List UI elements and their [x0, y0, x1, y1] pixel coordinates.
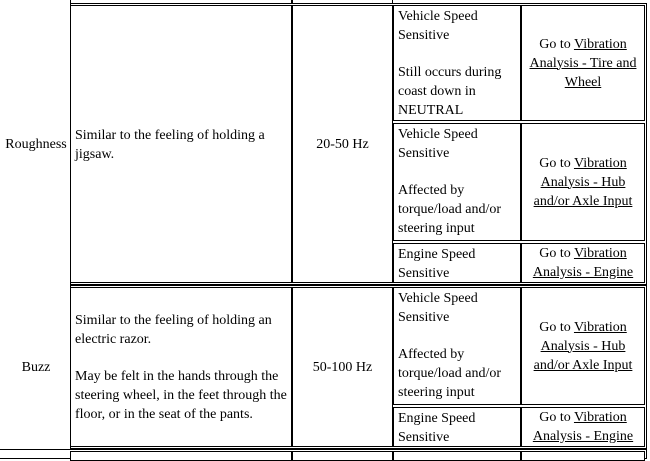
buzz-source-1-sensitivity-cell	[393, 287, 521, 405]
buzz-description-text-2: May be felt in the hands through the steering wheel, in the feet through the floor, or in the seat of the pants.	[75, 369, 287, 422]
roughness-description-text: Similar to the feeling of holding a jigsaw.	[75, 127, 265, 162]
buzz-vibration-analysis-engine-link[interactable]: Vibration Analysis - Engine	[532, 410, 634, 444]
next-row-description-cell	[70, 451, 292, 461]
roughness-source-3-sensitivity: Engine Speed Sensitive	[398, 247, 476, 281]
buzz-vibration-analysis-hub-axle-input-link[interactable]: Vibration Analysis - Hub and/or Axle Input	[533, 319, 633, 373]
buzz-source-2-sensitivity-cell	[393, 407, 521, 447]
buzz-source-2-action-prefix: Go to	[539, 410, 571, 425]
roughness-source-2-note: Affected by torque/load and/or steering input	[398, 183, 502, 236]
roughness-source-1-note: Still occurs during coast down in NEUTRAL	[398, 65, 502, 118]
vibration-analysis-engine-link[interactable]: Vibration Analysis - Engine	[532, 246, 634, 280]
roughness-description	[71, 5, 291, 283]
buzz-source-1-note: Affected by torque/load and/or steering input	[398, 347, 502, 400]
buzz-condition-label: Buzz	[21, 359, 51, 375]
buzz-source-1-action-cell	[521, 287, 645, 405]
roughness-source-1-sensitivity: Vehicle Speed Sensitive	[398, 9, 478, 43]
roughness-source-1-action-prefix: Go to	[539, 36, 571, 52]
next-row-frequency-cell	[292, 451, 393, 461]
roughness-source-3-action-cell	[521, 243, 645, 283]
roughness-source-3-action-prefix: Go to	[539, 246, 571, 261]
roughness-source-1-action-cell	[521, 5, 645, 121]
roughness-source-2-action-cell	[521, 123, 645, 241]
buzz-frequency: 50-100 Hz	[312, 359, 373, 375]
vibration-analysis-tire-and-wheel-link[interactable]: Vibration Analysis - Tire and Wheel	[529, 36, 637, 90]
roughness-source-3-sensitivity-cell	[393, 243, 521, 283]
next-row-sensitivity-cell	[393, 451, 521, 461]
roughness-source-2-action-prefix: Go to	[539, 155, 571, 171]
roughness-frequency: 20-50 Hz	[316, 136, 369, 152]
roughness-source-2-sensitivity: Vehicle Speed Sensitive	[398, 127, 478, 161]
vibration-analysis-hub-axle-input-link[interactable]: Vibration Analysis - Hub and/or Axle Input	[533, 155, 633, 209]
buzz-source-2-action-cell	[521, 407, 645, 447]
next-row-action-cell	[521, 451, 645, 461]
roughness-source-2-sensitivity-cell	[393, 123, 521, 241]
buzz-source-1-sensitivity: Vehicle Speed Sensitive	[398, 291, 478, 325]
buzz-source-2-sensitivity: Engine Speed Sensitive	[398, 411, 476, 445]
buzz-source-1-action-prefix: Go to	[539, 319, 571, 335]
buzz-description	[71, 287, 291, 447]
buzz-description-text-1: Similar to the feeling of holding an electric razor.	[75, 313, 272, 347]
roughness-condition-label: Roughness	[5, 136, 67, 152]
roughness-source-1-sensitivity-cell	[393, 5, 521, 121]
